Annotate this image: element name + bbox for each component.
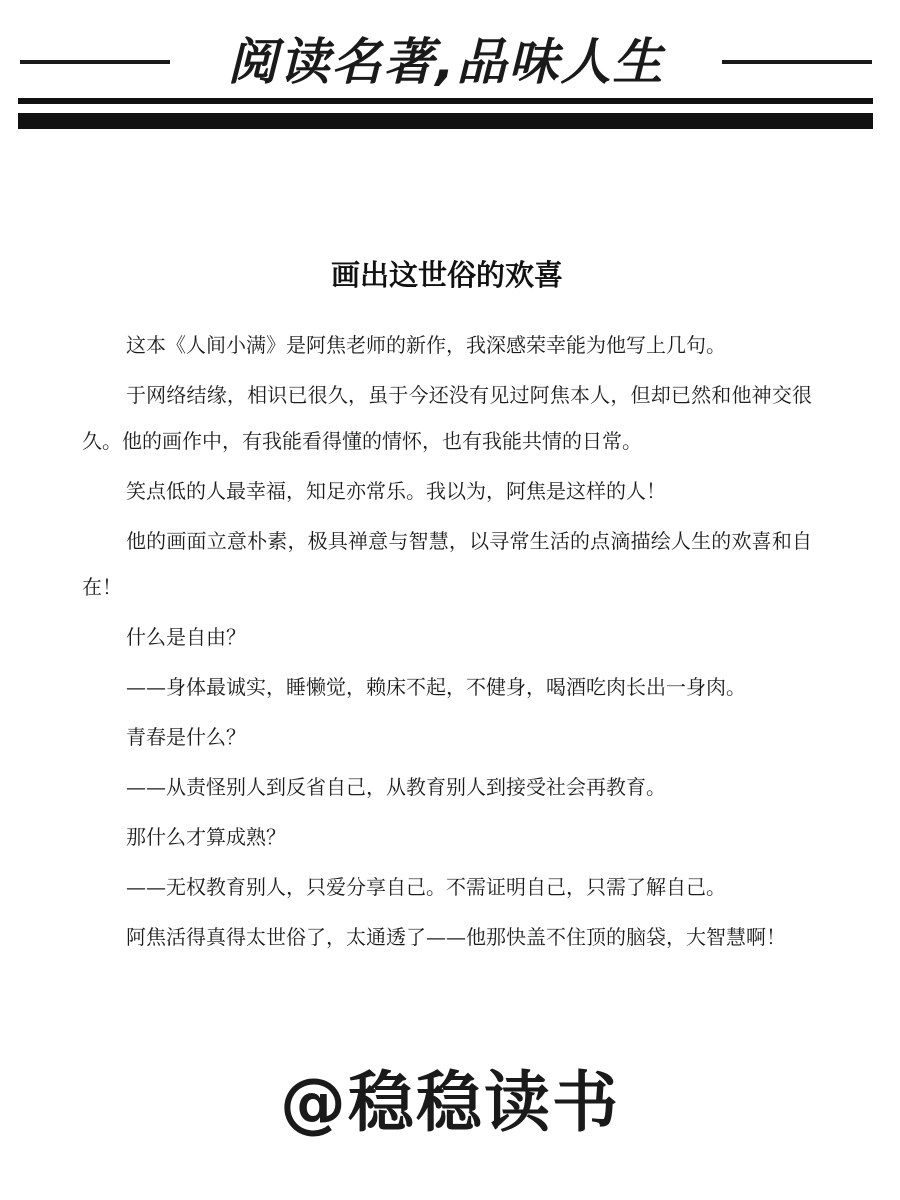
answer-maturity: ——无权教育别人，只爱分享自己。不需证明自己，只需了解自己。 (126, 875, 726, 899)
article-title: 画出这世俗的欢喜 (330, 258, 563, 292)
article (82, 250, 812, 964)
banner-title: 阅读名著,品味人生 (227, 33, 665, 91)
paragraph-closing: 阿焦活得真得太世俗了，太通透了——他那快盖不住顶的脑袋，大智慧啊！ (126, 925, 786, 949)
answer-freedom: ——身体最诚实，睡懒觉，赖床不起，不健身，喝酒吃肉长出一身肉。 (126, 675, 746, 699)
paragraph-1: 这本《人间小满》是阿焦老师的新作，我深感荣幸能为他写上几句。 (126, 333, 726, 357)
paragraph-3: 笑点低的人最幸福，知足亦常乐。我以为，阿焦是这样的人！ (126, 479, 666, 503)
banner-rule-left (20, 60, 170, 64)
paragraph-4: 他的画面立意朴素，极具禅意与智慧，以寻常生活的点滴描绘人生的欢喜和自在！ (82, 529, 812, 599)
banner-rule-right (722, 60, 872, 64)
header-banner (0, 0, 900, 140)
question-youth: 青春是什么？ (126, 725, 246, 749)
question-freedom: 什么是自由？ (126, 625, 246, 649)
question-maturity: 那什么才算成熟？ (126, 825, 286, 849)
footer-watermark: @稳稳读书 (280, 1064, 620, 1141)
paragraph-2: 于网络结缘，相识已很久，虽于今还没有见过阿焦本人，但却已然和他神交很久。他的画作中，有我能看得懂的情怀，也有我能共情的日常。 (82, 383, 812, 453)
answer-youth: ——从责怪别人到反省自己，从教育别人到接受社会再教育。 (126, 775, 666, 799)
banner-divider-thin (18, 98, 873, 104)
banner-divider-thick (18, 113, 873, 129)
